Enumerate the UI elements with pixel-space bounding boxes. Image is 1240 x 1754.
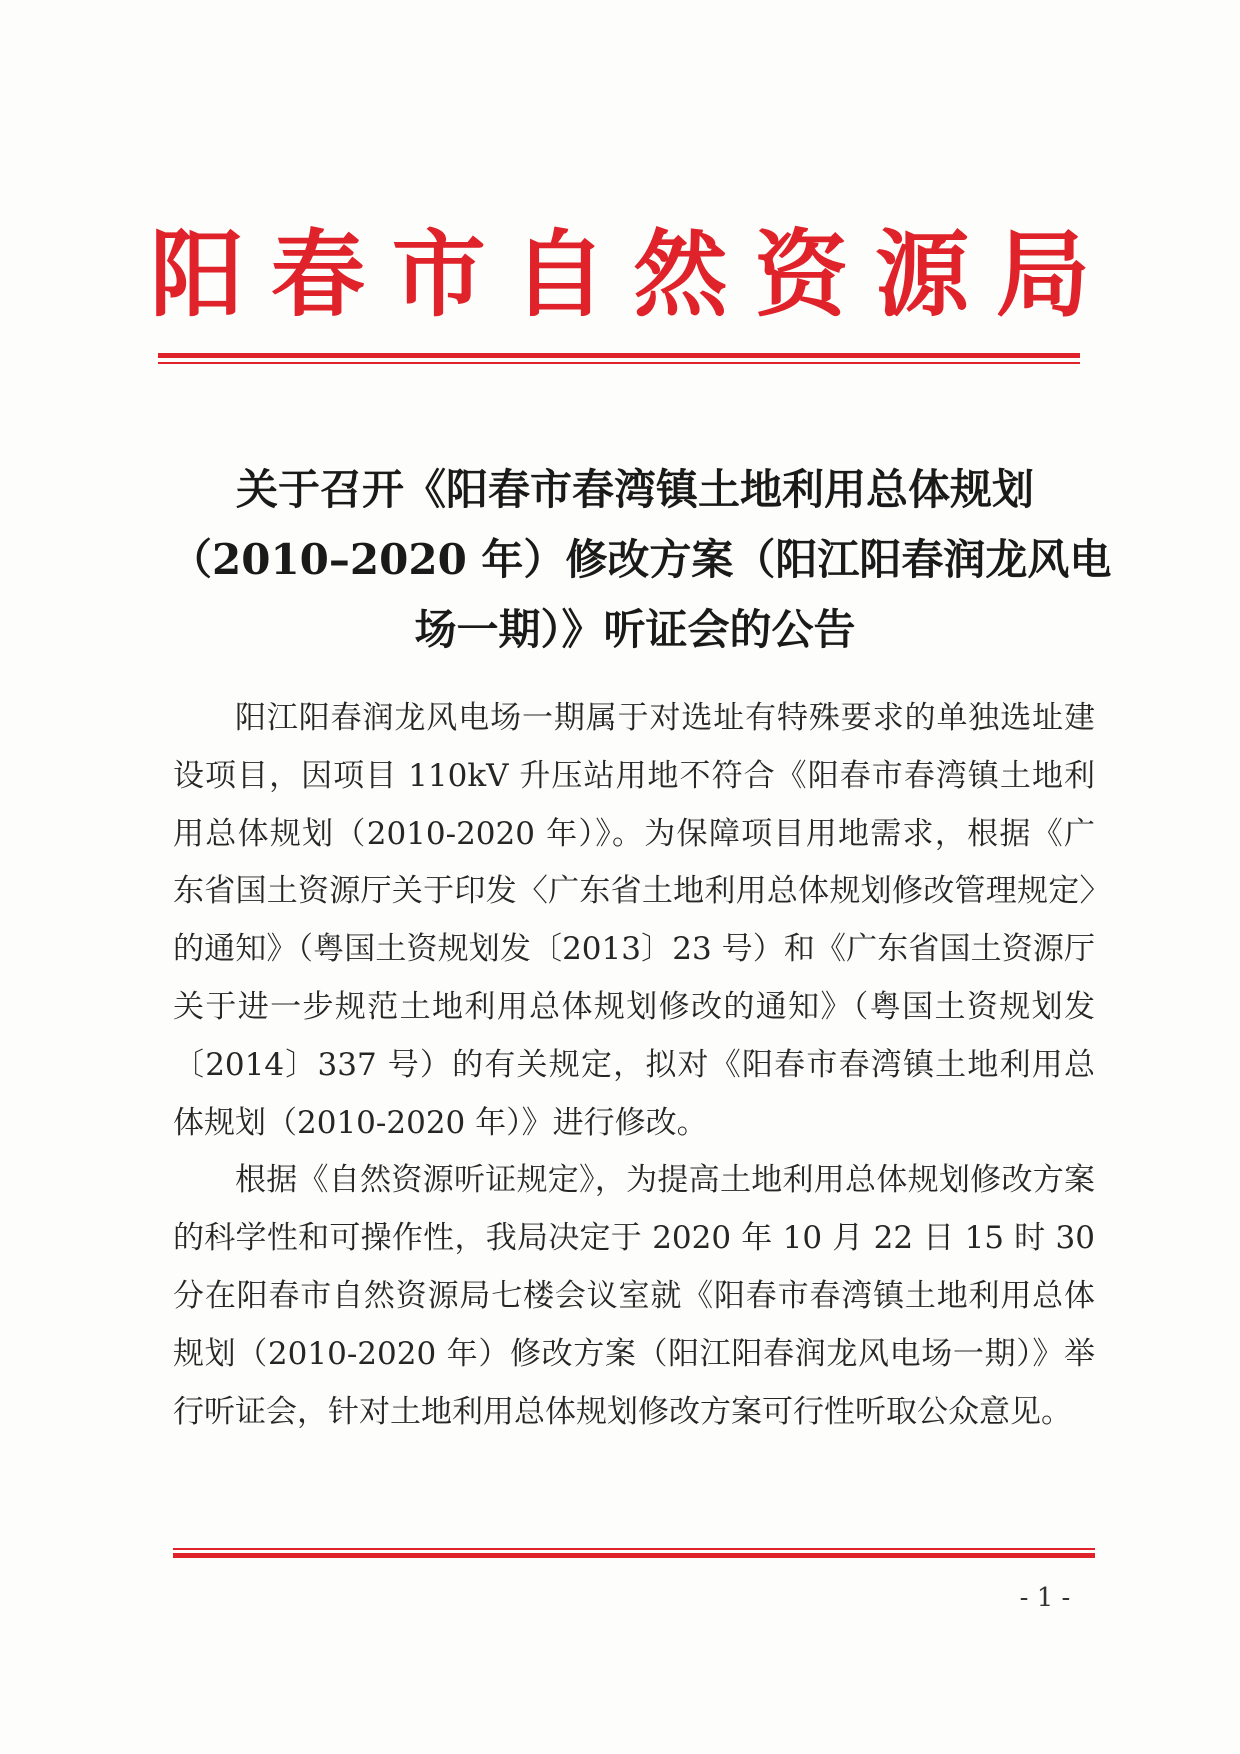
agency-header-char: 春 <box>270 220 365 330</box>
agency-header-char: 局 <box>995 220 1090 330</box>
page-number: - 1 - <box>1019 1583 1071 1613</box>
body-paragraph: 根据《自然资源听证规定》，为提高土地利用总体规划修改方案的科学性和可操作性，我局决定于 2020 年 10 月 22 日 15 时 30 分在阳春市自然资源局七楼会议室就《阳春市春湾镇土地利用总体规划（2010-2020 年）修改方案（阳江阳春润龙风电场一期）》举行听证会，针对土地利用总体规划修改方案可行性听取公众意见。 <box>173 1162 1095 1430</box>
notice-body <box>173 690 1095 1441</box>
agency-header <box>150 215 1090 335</box>
footer-divider-thin <box>173 1548 1095 1550</box>
header-divider-thick <box>158 353 1080 358</box>
footer-divider-thick <box>173 1553 1095 1558</box>
notice-title <box>170 455 1112 665</box>
agency-header-char: 阳 <box>150 220 245 330</box>
notice-title-line: 关于召开《阳春市春湾镇土地利用总体规划 <box>235 465 1034 514</box>
agency-header-char: 源 <box>875 220 970 330</box>
notice-title-line: 场一期）》听证会的公告 <box>414 605 856 654</box>
notice-title-line: （2010–2020 年）修改方案（阳江阳春润龙风电 <box>170 535 1112 584</box>
body-paragraph: 阳江阳春润龙风电场一期属于对选址有特殊要求的单独选址建设项目，因项目 110kV 升压站用地不符合《阳春市春湾镇土地利用总体规划（2010-2020 年）》。为保障项目用地需求，根据《广东省国土资源厅关于印发〈广东省土地利用总体规划修改管理规定〉的通知》（粤国土资规划发〔2013〕23 号）和《广东省国土资源厅关于进一步规范土地利用总体规划修改的通知》（粤国土资规划发〔2014〕337 号）的有关规定，拟对《阳春市春湾镇土地利用总体规划（2010-2020 年）》进行修改。 <box>173 700 1095 1141</box>
agency-header-char: 市 <box>391 220 486 330</box>
agency-header-char: 然 <box>633 220 728 330</box>
header-divider-thin <box>158 362 1080 364</box>
agency-header-char: 资 <box>754 220 849 330</box>
agency-header-char: 自 <box>512 220 607 330</box>
